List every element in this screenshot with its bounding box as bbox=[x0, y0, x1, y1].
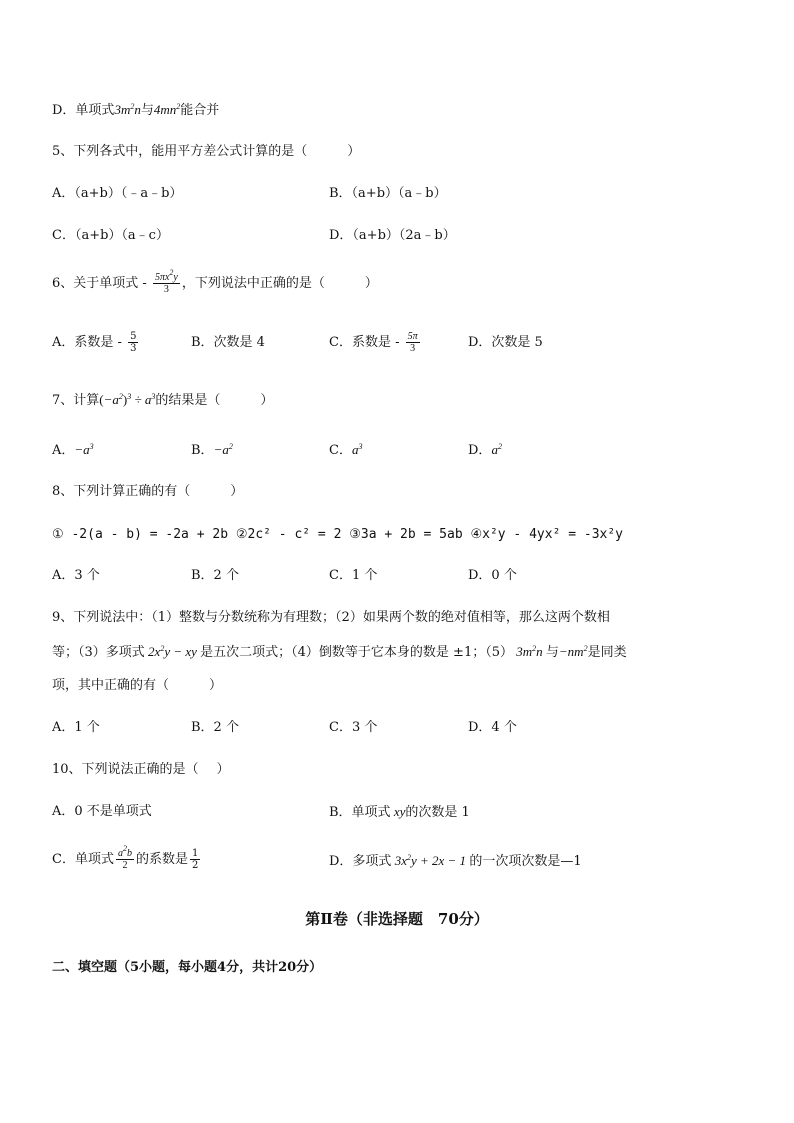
polynomial-3x2y-plus-2x-minus-1: $3x^2y + 2x - 1$ bbox=[391, 853, 470, 868]
q6-option-c: C．系数是 - $\frac{5\pi}{3}$ bbox=[329, 331, 418, 354]
q5-stem: 5、下列各式中，能用平方差公式计算的是（ ） bbox=[52, 144, 361, 159]
monomial-3m2n-q9: $3m^2n$ bbox=[513, 644, 546, 659]
fraction-5pix2y-over-3: $\frac{5\pi x^2y}{3}$ bbox=[154, 268, 178, 295]
q10-option-d: D．多项式 $3x^2y + 2x - 1$ 的一次项次数是—1 bbox=[329, 853, 582, 869]
q9-option-d: D．4 个 bbox=[468, 720, 517, 735]
q8-statements: ① -2(a - b) = -2a + 2b ②2c² - c² = 2 ③3a + 2b = 5ab ④x²y - 4yx² = -3x²y bbox=[52, 527, 624, 542]
monomial-xy: xy bbox=[390, 804, 406, 819]
q6-option-d: D．次数是 5 bbox=[468, 335, 543, 350]
q9-line-3: 项，其中正确的有（ ） bbox=[52, 678, 223, 693]
q7-option-c: C．$a^3$ bbox=[329, 442, 363, 458]
q6-option-a: A．系数是 - $\frac{5}{3}$ bbox=[52, 331, 137, 354]
q10-stem: 10、下列说法正确的是（ ） bbox=[52, 762, 230, 777]
q10-option-a: A．0 不是单项式 bbox=[52, 804, 152, 819]
monomial-3m2n: $3m^2n$ bbox=[114, 102, 141, 117]
q9-option-c: C．3 个 bbox=[329, 720, 378, 735]
q6-stem: 6、关于单项式 - $\frac{5\pi x^2y}{3}$ ，下列说法中正确的是（ ） bbox=[52, 268, 378, 295]
q9-option-a: A．1 个 bbox=[52, 720, 100, 735]
expression-neg-a2-cubed-div-a3: $(-a^2)^3 \div a^3$ bbox=[99, 392, 156, 407]
monomial-neg-nm2: $-nm^2$ bbox=[558, 644, 588, 659]
q10-option-b: B．单项式 xy的次数是 1 bbox=[329, 804, 470, 820]
q5-option-a: A．（a+b）（﹣a﹣b） bbox=[52, 186, 183, 201]
part-2-title: 第Ⅱ卷（非选择题 70分） bbox=[305, 910, 489, 928]
q7-option-b: B．$-a^2$ bbox=[191, 442, 233, 458]
q8-option-a: A．3 个 bbox=[52, 568, 100, 583]
fraction-1-over-2: $\frac{1}{2}$ bbox=[191, 848, 199, 871]
q4-option-d: D．单项式$3m^2n$与$4mn^2$能合并 bbox=[52, 102, 220, 118]
polynomial-2x2y-minus-xy: $2x^2y$ − xy bbox=[144, 644, 201, 659]
q10-option-c: C．单项式 $\frac{a^2b}{2}$ 的系数是 $\frac{1}{2}$ bbox=[52, 844, 199, 871]
q5-option-b: B．（a+b）（a﹣b） bbox=[329, 186, 447, 201]
q7-stem: 7、计算$(-a^2)^3 \div a^3$的结果是（ ） bbox=[52, 392, 274, 408]
q7-option-d: D．$a^2$ bbox=[468, 442, 502, 458]
fraction-5-over-3: $\frac{5}{3}$ bbox=[130, 331, 137, 354]
q8-option-c: C．1 个 bbox=[329, 568, 378, 583]
q6-option-b: B．次数是 4 bbox=[191, 335, 265, 350]
q5-option-d: D．（a+b）（2a﹣b） bbox=[329, 228, 456, 243]
q8-option-d: D．0 个 bbox=[468, 568, 517, 583]
monomial-4mn2: $4mn^2$ bbox=[153, 102, 181, 117]
q9-line-2: 等；（3）多项式 $2x^2y$ − xy 是五次二项式；（4）倒数等于它本身的数是 ±1；（5） $3m^2n$ 与$-nm^2$是同类 bbox=[52, 644, 627, 660]
q7-option-a: A．$-a^3$ bbox=[52, 442, 94, 458]
q9-line-1: 9、下列说法中：（1）整数与分数统称为有理数；（2）如果两个数的绝对值相等，那么这两个数相 bbox=[52, 610, 610, 625]
q8-option-b: B．2 个 bbox=[191, 568, 239, 583]
fraction-5pi-over-3: $\frac{5\pi}{3}$ bbox=[407, 331, 418, 354]
q8-stem: 8、下列计算正确的有（ ） bbox=[52, 484, 244, 499]
q9-option-b: B．2 个 bbox=[191, 720, 239, 735]
section-2-title: 二、填空题（5小题，每小题4分，共计20分） bbox=[52, 960, 323, 975]
q5-option-c: C．（a+b）（a﹣c） bbox=[52, 228, 169, 243]
fraction-a2b-over-2: $\frac{a^2b}{2}$ bbox=[117, 844, 132, 871]
